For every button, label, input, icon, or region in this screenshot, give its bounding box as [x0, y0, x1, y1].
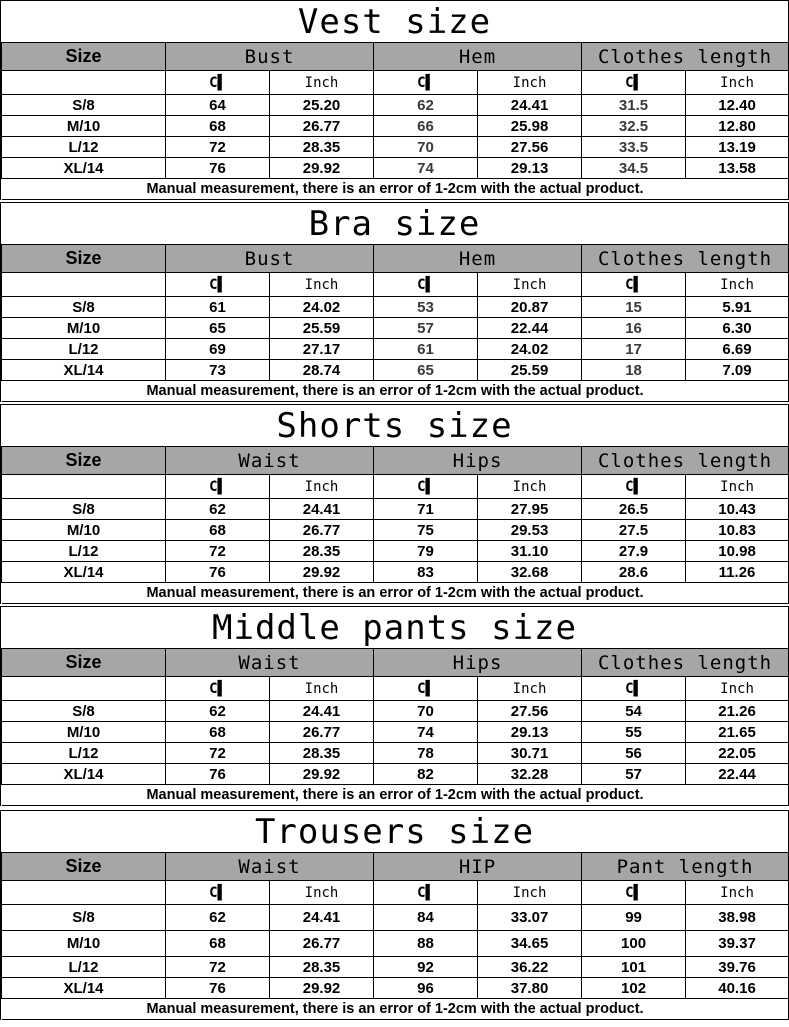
- section-title-text: Vest size: [297, 1, 492, 42]
- size-section-0: [0, 0, 789, 200]
- value-cell: 30.71: [478, 743, 582, 764]
- table-row: [2, 158, 789, 179]
- unit-inch-label: Inch: [686, 881, 789, 905]
- measure-group-header: Waist: [166, 447, 374, 475]
- size-table: [1, 852, 789, 1020]
- table-row: [2, 957, 789, 978]
- size-cell: M/10: [2, 116, 166, 137]
- header-row: [2, 649, 789, 677]
- value-cell: 27.56: [478, 701, 582, 722]
- size-cell: S/8: [2, 701, 166, 722]
- value-cell: 27.56: [478, 137, 582, 158]
- units-blank-cell: [2, 677, 166, 701]
- section-title-text: Bra size: [308, 203, 481, 244]
- size-cell: L/12: [2, 743, 166, 764]
- unit-inch-label: Inch: [478, 273, 582, 297]
- value-cell: 100: [582, 931, 686, 957]
- value-cell: 68: [166, 520, 270, 541]
- measure-group-header: Hem: [374, 245, 582, 273]
- unit-cm-label: C▌: [166, 71, 270, 95]
- value-cell: 88: [374, 931, 478, 957]
- value-cell: 32.68: [478, 562, 582, 583]
- unit-cm-label: C▌: [582, 881, 686, 905]
- value-cell: 31.5: [582, 95, 686, 116]
- unit-cm-label: C▌: [166, 881, 270, 905]
- value-cell: 53: [374, 297, 478, 318]
- value-cell: 76: [166, 562, 270, 583]
- value-cell: 18: [582, 360, 686, 381]
- units-blank-cell: [2, 71, 166, 95]
- size-cell: M/10: [2, 520, 166, 541]
- measurement-note-row: [2, 179, 789, 200]
- section-title-text: Shorts size: [276, 405, 513, 446]
- size-column-header: Size: [2, 245, 166, 273]
- value-cell: 57: [374, 318, 478, 339]
- value-cell: 62: [166, 905, 270, 931]
- table-row: [2, 95, 789, 116]
- size-cell: S/8: [2, 297, 166, 318]
- value-cell: 65: [166, 318, 270, 339]
- value-cell: 39.37: [686, 931, 789, 957]
- unit-cm-label: C▌: [166, 273, 270, 297]
- value-cell: 24.02: [270, 297, 374, 318]
- table-row: [2, 541, 789, 562]
- value-cell: 28.6: [582, 562, 686, 583]
- size-column-header: Size: [2, 447, 166, 475]
- measure-group-header: Hips: [374, 649, 582, 677]
- value-cell: 62: [166, 701, 270, 722]
- measurement-note-row: [2, 785, 789, 806]
- size-cell: S/8: [2, 95, 166, 116]
- unit-cm-label: C▌: [582, 475, 686, 499]
- value-cell: 28.35: [270, 541, 374, 562]
- value-cell: 68: [166, 116, 270, 137]
- table-row: [2, 499, 789, 520]
- value-cell: 25.20: [270, 95, 374, 116]
- size-cell: XL/14: [2, 978, 166, 999]
- table-row: [2, 360, 789, 381]
- unit-inch-label: Inch: [478, 71, 582, 95]
- value-cell: 28.35: [270, 743, 374, 764]
- measure-group-header: Clothes length: [582, 649, 789, 677]
- value-cell: 68: [166, 722, 270, 743]
- value-cell: 16: [582, 318, 686, 339]
- value-cell: 27.95: [478, 499, 582, 520]
- value-cell: 5.91: [686, 297, 789, 318]
- size-cell: XL/14: [2, 562, 166, 583]
- size-table: [1, 42, 789, 200]
- size-table: [1, 244, 789, 402]
- value-cell: 74: [374, 158, 478, 179]
- section-title: [1, 202, 788, 244]
- value-cell: 75: [374, 520, 478, 541]
- unit-cm-label: C▌: [166, 677, 270, 701]
- measure-group-header: Hips: [374, 447, 582, 475]
- value-cell: 29.92: [270, 978, 374, 999]
- table-row: [2, 562, 789, 583]
- value-cell: 27.17: [270, 339, 374, 360]
- value-cell: 29.13: [478, 158, 582, 179]
- section-title-text: Middle pants size: [212, 607, 577, 648]
- measurement-note: Manual measurement, there is an error of 1-2cm with the actual product.: [2, 583, 789, 604]
- measure-group-header: Waist: [166, 853, 374, 881]
- value-cell: 33.07: [478, 905, 582, 931]
- units-row: [2, 273, 789, 297]
- size-section-4: [0, 810, 789, 1020]
- value-cell: 76: [166, 158, 270, 179]
- value-cell: 36.22: [478, 957, 582, 978]
- header-row: [2, 245, 789, 273]
- unit-cm-label: C▌: [374, 273, 478, 297]
- measure-group-header: HIP: [374, 853, 582, 881]
- value-cell: 55: [582, 722, 686, 743]
- value-cell: 28.35: [270, 137, 374, 158]
- size-cell: M/10: [2, 722, 166, 743]
- value-cell: 25.59: [478, 360, 582, 381]
- table-row: [2, 722, 789, 743]
- unit-cm-label: C▌: [374, 881, 478, 905]
- size-section-1: [0, 202, 789, 402]
- unit-inch-label: Inch: [270, 881, 374, 905]
- size-cell: S/8: [2, 905, 166, 931]
- value-cell: 82: [374, 764, 478, 785]
- value-cell: 26.77: [270, 931, 374, 957]
- value-cell: 76: [166, 764, 270, 785]
- value-cell: 73: [166, 360, 270, 381]
- unit-inch-label: Inch: [478, 881, 582, 905]
- section-title: [1, 404, 788, 446]
- value-cell: 26.77: [270, 116, 374, 137]
- value-cell: 62: [166, 499, 270, 520]
- unit-cm-label: C▌: [582, 677, 686, 701]
- table-row: [2, 116, 789, 137]
- value-cell: 25.59: [270, 318, 374, 339]
- value-cell: 24.41: [270, 905, 374, 931]
- value-cell: 62: [374, 95, 478, 116]
- value-cell: 29.92: [270, 158, 374, 179]
- value-cell: 34.65: [478, 931, 582, 957]
- table-row: [2, 701, 789, 722]
- measure-group-header: Bust: [166, 245, 374, 273]
- size-table: [1, 648, 789, 806]
- value-cell: 29.13: [478, 722, 582, 743]
- size-section-3: [0, 606, 789, 806]
- value-cell: 34.5: [582, 158, 686, 179]
- value-cell: 24.41: [270, 499, 374, 520]
- value-cell: 28.35: [270, 957, 374, 978]
- value-cell: 28.74: [270, 360, 374, 381]
- value-cell: 32.5: [582, 116, 686, 137]
- section-title-text: Trousers size: [254, 811, 535, 852]
- unit-cm-label: C▌: [374, 677, 478, 701]
- value-cell: 54: [582, 701, 686, 722]
- size-column-header: Size: [2, 853, 166, 881]
- value-cell: 57: [582, 764, 686, 785]
- value-cell: 26.77: [270, 520, 374, 541]
- measurement-note-row: [2, 381, 789, 402]
- value-cell: 13.58: [686, 158, 789, 179]
- value-cell: 70: [374, 137, 478, 158]
- value-cell: 10.83: [686, 520, 789, 541]
- section-title: [1, 606, 788, 648]
- value-cell: 20.87: [478, 297, 582, 318]
- value-cell: 32.28: [478, 764, 582, 785]
- value-cell: 25.98: [478, 116, 582, 137]
- value-cell: 74: [374, 722, 478, 743]
- units-blank-cell: [2, 475, 166, 499]
- measure-group-header: Clothes length: [582, 447, 789, 475]
- size-cell: XL/14: [2, 764, 166, 785]
- header-row: [2, 43, 789, 71]
- unit-cm-label: C▌: [374, 71, 478, 95]
- value-cell: 101: [582, 957, 686, 978]
- value-cell: 102: [582, 978, 686, 999]
- table-row: [2, 297, 789, 318]
- measurement-note-row: [2, 999, 789, 1020]
- unit-inch-label: Inch: [478, 677, 582, 701]
- measure-group-header: Hem: [374, 43, 582, 71]
- value-cell: 21.65: [686, 722, 789, 743]
- measure-group-header: Bust: [166, 43, 374, 71]
- measure-group-header: Clothes length: [582, 43, 789, 71]
- value-cell: 31.10: [478, 541, 582, 562]
- size-cell: S/8: [2, 499, 166, 520]
- measurement-note: Manual measurement, there is an error of 1-2cm with the actual product.: [2, 785, 789, 806]
- value-cell: 22.05: [686, 743, 789, 764]
- size-cell: XL/14: [2, 158, 166, 179]
- size-cell: M/10: [2, 318, 166, 339]
- value-cell: 13.19: [686, 137, 789, 158]
- measurement-note: Manual measurement, there is an error of 1-2cm with the actual product.: [2, 999, 789, 1020]
- value-cell: 56: [582, 743, 686, 764]
- size-column-header: Size: [2, 649, 166, 677]
- unit-inch-label: Inch: [270, 273, 374, 297]
- value-cell: 27.5: [582, 520, 686, 541]
- value-cell: 61: [166, 297, 270, 318]
- value-cell: 26.5: [582, 499, 686, 520]
- value-cell: 10.98: [686, 541, 789, 562]
- value-cell: 61: [374, 339, 478, 360]
- value-cell: 99: [582, 905, 686, 931]
- value-cell: 29.53: [478, 520, 582, 541]
- measure-group-header: Pant length: [582, 853, 789, 881]
- size-cell: L/12: [2, 137, 166, 158]
- measurement-note: Manual measurement, there is an error of 1-2cm with the actual product.: [2, 179, 789, 200]
- value-cell: 78: [374, 743, 478, 764]
- unit-cm-label: C▌: [166, 475, 270, 499]
- value-cell: 96: [374, 978, 478, 999]
- section-title: [1, 0, 788, 42]
- units-blank-cell: [2, 273, 166, 297]
- table-row: [2, 743, 789, 764]
- table-row: [2, 339, 789, 360]
- units-row: [2, 677, 789, 701]
- size-cell: XL/14: [2, 360, 166, 381]
- value-cell: 29.92: [270, 562, 374, 583]
- value-cell: 64: [166, 95, 270, 116]
- value-cell: 6.30: [686, 318, 789, 339]
- value-cell: 68: [166, 931, 270, 957]
- value-cell: 15: [582, 297, 686, 318]
- value-cell: 92: [374, 957, 478, 978]
- value-cell: 24.41: [478, 95, 582, 116]
- size-cell: L/12: [2, 339, 166, 360]
- value-cell: 66: [374, 116, 478, 137]
- table-row: [2, 978, 789, 999]
- unit-cm-label: C▌: [582, 71, 686, 95]
- size-cell: L/12: [2, 541, 166, 562]
- value-cell: 12.40: [686, 95, 789, 116]
- size-section-2: [0, 404, 789, 604]
- value-cell: 22.44: [686, 764, 789, 785]
- size-cell: L/12: [2, 957, 166, 978]
- measurement-note: Manual measurement, there is an error of 1-2cm with the actual product.: [2, 381, 789, 402]
- unit-inch-label: Inch: [686, 475, 789, 499]
- value-cell: 76: [166, 978, 270, 999]
- unit-inch-label: Inch: [686, 71, 789, 95]
- value-cell: 24.41: [270, 701, 374, 722]
- value-cell: 40.16: [686, 978, 789, 999]
- value-cell: 69: [166, 339, 270, 360]
- unit-inch-label: Inch: [478, 475, 582, 499]
- value-cell: 72: [166, 137, 270, 158]
- table-row: [2, 931, 789, 957]
- table-row: [2, 905, 789, 931]
- unit-inch-label: Inch: [270, 71, 374, 95]
- value-cell: 71: [374, 499, 478, 520]
- value-cell: 72: [166, 743, 270, 764]
- table-row: [2, 137, 789, 158]
- value-cell: 12.80: [686, 116, 789, 137]
- measurement-note-row: [2, 583, 789, 604]
- table-row: [2, 520, 789, 541]
- value-cell: 83: [374, 562, 478, 583]
- value-cell: 79: [374, 541, 478, 562]
- unit-cm-label: C▌: [374, 475, 478, 499]
- value-cell: 72: [166, 541, 270, 562]
- value-cell: 17: [582, 339, 686, 360]
- value-cell: 65: [374, 360, 478, 381]
- value-cell: 10.43: [686, 499, 789, 520]
- value-cell: 7.09: [686, 360, 789, 381]
- value-cell: 38.98: [686, 905, 789, 931]
- table-row: [2, 764, 789, 785]
- header-row: [2, 853, 789, 881]
- value-cell: 70: [374, 701, 478, 722]
- value-cell: 11.26: [686, 562, 789, 583]
- value-cell: 33.5: [582, 137, 686, 158]
- units-row: [2, 475, 789, 499]
- value-cell: 39.76: [686, 957, 789, 978]
- size-table: [1, 446, 789, 604]
- size-column-header: Size: [2, 43, 166, 71]
- measure-group-header: Waist: [166, 649, 374, 677]
- value-cell: 27.9: [582, 541, 686, 562]
- value-cell: 21.26: [686, 701, 789, 722]
- value-cell: 84: [374, 905, 478, 931]
- units-blank-cell: [2, 881, 166, 905]
- value-cell: 72: [166, 957, 270, 978]
- units-row: [2, 881, 789, 905]
- unit-inch-label: Inch: [686, 677, 789, 701]
- value-cell: 24.02: [478, 339, 582, 360]
- header-row: [2, 447, 789, 475]
- section-title: [1, 810, 788, 852]
- measure-group-header: Clothes length: [582, 245, 789, 273]
- value-cell: 26.77: [270, 722, 374, 743]
- unit-cm-label: C▌: [582, 273, 686, 297]
- value-cell: 6.69: [686, 339, 789, 360]
- units-row: [2, 71, 789, 95]
- unit-inch-label: Inch: [686, 273, 789, 297]
- value-cell: 37.80: [478, 978, 582, 999]
- value-cell: 29.92: [270, 764, 374, 785]
- unit-inch-label: Inch: [270, 475, 374, 499]
- table-row: [2, 318, 789, 339]
- unit-inch-label: Inch: [270, 677, 374, 701]
- size-cell: M/10: [2, 931, 166, 957]
- value-cell: 22.44: [478, 318, 582, 339]
